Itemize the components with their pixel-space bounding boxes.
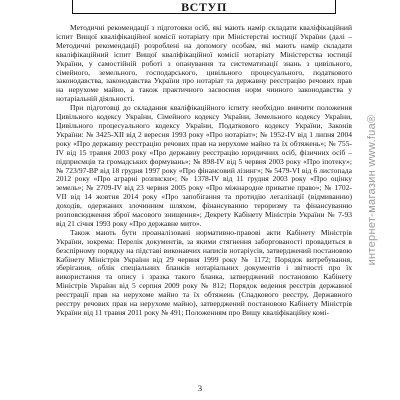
section-title: ВСТУП — [181, 0, 227, 14]
paragraph-1: Методичні рекомендації з підготовки осіб, які мають намір складати кваліфікаційний іспит Вищої кваліфікаційної комісії нотаріату при Міністерстві юстиції України (далі – Методичні рекомендації) розроблені на допомогу особам, які мають намір складати кваліфікаційний іспит Вищої кваліфікаційної комісії нотаріату Міністерства юстиції України, у самостійній роботі з опанування та систематизації знань з цивільного, сімейного, земельного, господарського, цивільного процесуального, податкового законодавства, законодавства України про нотаріат та державну реєстрацію речових прав на нерухоме майно, а також практичного засвоєння норм чинного законодавства у нотаріальній діяльності. — [56, 23, 352, 104]
paragraph-2: При підготовці до складання кваліфікаційного іспиту необхідно вивчити положення Цивільного кодексу України, Сімейного кодексу України, Земельного кодексу України, Цивільного процесуального кодексу України, Податкового кодексу України, Законів України: № 3425-XII від 2 вересня 1993 року «Про нотаріат»; № 1952-IV від 1 липня 2004 року «Про державну реєстрацію речових прав на нерухоме майно та їх обтяжень»; № 755-IV від 15 травня 2003 року «Про державну реєстрацію юридичних осіб, фізичних осіб – підприємців та громадських формувань»; № 898-IV від 5 червня 2003 року «Про іпотеку»; № 723/97-ВР від 18 грудня 1997 року «Про фінансовий лізинг»; № 5479-VI від 6 листопада 2012 року «Про аграрні розписки»; № 1378-IV від 11 грудня 2003 року «Про оцінку земель»; № 2709-IV від 23 червня 2005 року «Про міжнародне приватне право»; № 1702-VII від 14 жовтня 2014 року «Про запобігання та протидію легалізації (відмиванню) доходів, одержаних злочинним шляхом, фінансуванню тероризму та фінансуванню розповсюдження зброї масового знищення»; Декрету Кабінету Міністрів України № 7-93 від 21 січня 1993 року «Про державне мито». — [56, 103, 352, 228]
section-title-box — [72, 0, 336, 14]
paragraph-3: Також мають бути проаналізовані нормативно-правові акти Кабінету Міністрів України, зокрема: Перелік документів, за якими стягнення заборгованості провадиться в безспірному порядку на підставі виконавчих написів нотаріусів, затверджений постановою Кабінету Міністрів України від 29 червня 1999 року № 1172; Порядок витребування, зберігання, облік спеціальних бланків нотаріальних документів і звітності про їх використання та опису і зразка такого бланка, затверджений постановою Кабінету Міністрів України від 5 серпня 2009 року № 812; Порядок ведення реєстрів державної реєстрації прав на нерухоме майно та їх обтяжень (Спадкового реєстру, Державного реєстру речових прав на нерухоме майно), затверджений постановою Кабінету Міністрів України від 11 травня 2011 року № 491; Положенням про Вищу кваліфікаційну комі- — [56, 227, 352, 317]
page-number: 3 — [197, 383, 203, 393]
body-text — [56, 24, 352, 318]
watermark-text: интернет-магазин www.fuа® — [366, 114, 378, 266]
